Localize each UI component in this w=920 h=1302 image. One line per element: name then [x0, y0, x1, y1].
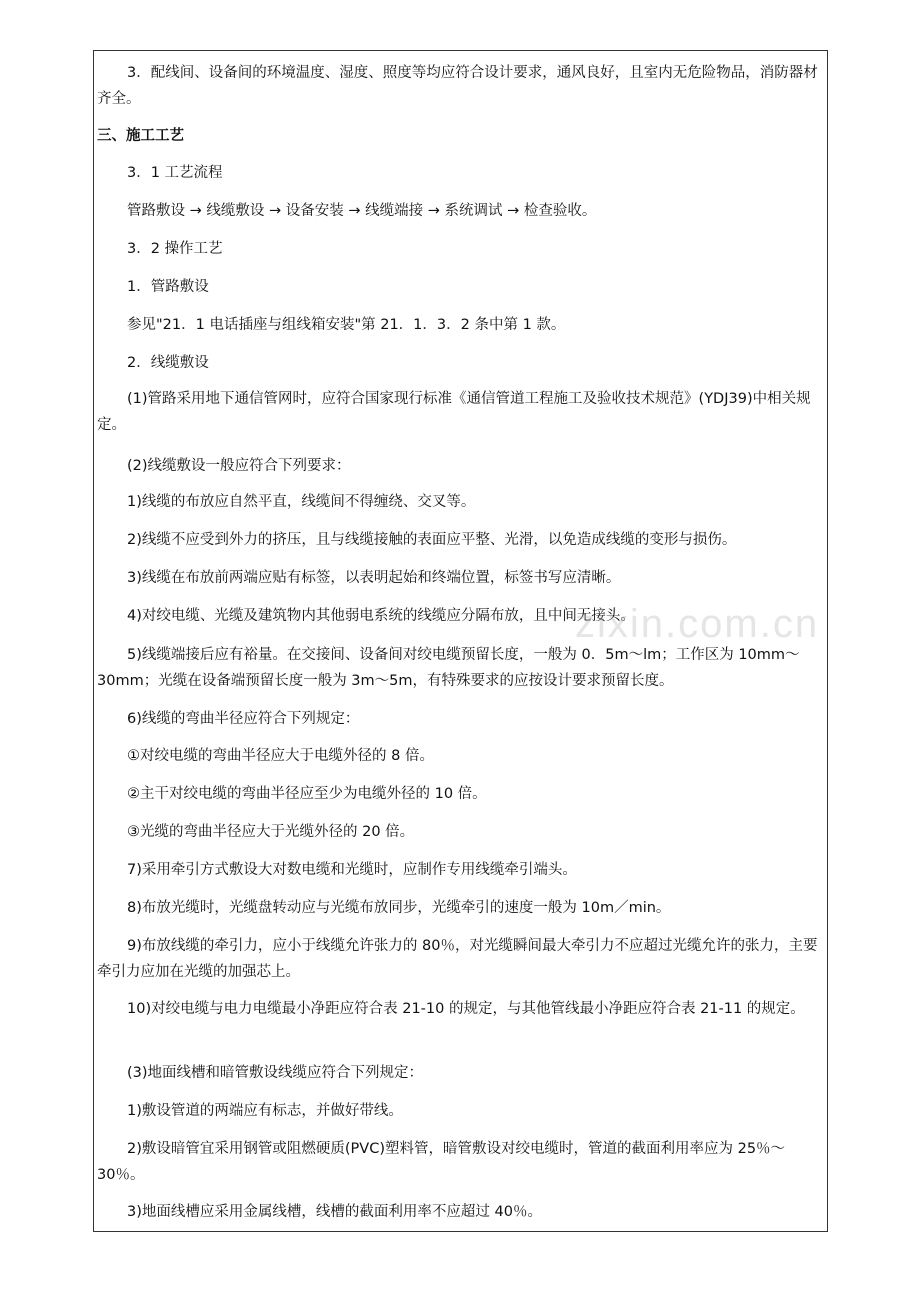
- paragraph-env-requirements: 3．配线间、设备间的环境温度、湿度、照度等均应符合设计要求，通风良好，且室内无危险物品，消防器材齐全。: [97, 65, 818, 107]
- paragraph-reference: 参见"21．1 电话插座与组线箱安装"第 21．1．3．2 条中第 1 款。: [127, 317, 566, 333]
- requirement-2: 2)线缆不应受到外力的挤压，且与线缆接触的表面应平整、光滑，以免造成线缆的变形与损伤。: [127, 532, 737, 548]
- watermark: zixin.com.cn: [575, 602, 820, 646]
- bend-radius-rule-3: ③光缆的弯曲半径应大于光缆外径的 20 倍。: [127, 824, 415, 840]
- requirement-10: 10)对绞电缆与电力电缆最小净距应符合表 21-10 的规定，与其他管线最小净距应符合表 21-11 的规定。: [127, 1001, 805, 1017]
- trunking-rule-1: 1)敷设管道的两端应有标志，并做好带线。: [127, 1103, 403, 1119]
- item-cable-laying: 2．线缆敷设: [127, 355, 209, 371]
- paragraph-general-requirements: (2)线缆敷设一般应符合下列要求：: [127, 458, 351, 474]
- requirement-6: 6)线缆的弯曲半径应符合下列规定：: [127, 711, 360, 727]
- item-pipe-laying: 1．管路敷设: [127, 279, 209, 295]
- bend-radius-rule-2: ②主干对绞电缆的弯曲半径应至少为电缆外径的 10 倍。: [127, 786, 487, 802]
- requirement-9: 9)布放线缆的牵引力，应小于线缆允许张力的 80％，对光缆瞬间最大牵引力不应超过光缆允许的张力，主要牵引力应加在光缆的加强芯上。: [97, 938, 818, 980]
- section-heading-construction-process: 三、施工工艺: [97, 128, 184, 144]
- requirement-1: 1)线缆的布放应自然平直，线缆间不得缠绕、交叉等。: [127, 494, 476, 510]
- subheading-operation-process: 3．2 操作工艺: [127, 241, 223, 257]
- trunking-rule-3: 3)地面线槽应采用金属线槽，线槽的截面利用率不应超过 40％。: [127, 1204, 542, 1220]
- subheading-process-flow: 3．1 工艺流程: [127, 165, 223, 181]
- requirement-4: 4)对绞电缆、光缆及建筑物内其他弱电系统的线缆应分隔布放，且中间无接头。: [127, 608, 635, 624]
- process-flow-steps: 管路敷设 → 线缆敷设 → 设备安装 → 线缆端接 → 系统调试 → 检查验收。: [127, 203, 597, 219]
- paragraph-underground-network: (1)管路采用地下通信管网时，应符合国家现行标准《通信管道工程施工及验收技术规范》(YDJ39)中相关规定。: [97, 391, 811, 433]
- bend-radius-rule-1: ①对绞电缆的弯曲半径应大于电缆外径的 8 倍。: [127, 748, 434, 764]
- trunking-rule-2: 2)敷设暗管宜采用钢管或阻燃硬质(PVC)塑料管，暗管敷设对绞电缆时，管道的截面利用率应为 25％～30％。: [97, 1141, 786, 1183]
- requirement-7: 7)采用牵引方式敷设大对数电缆和光缆时，应制作专用线缆牵引端头。: [127, 862, 577, 878]
- paragraph-floor-trunking: (3)地面线槽和暗管敷设线缆应符合下列规定：: [127, 1065, 424, 1081]
- requirement-3: 3)线缆在布放前两端应贴有标签，以表明起始和终端位置，标签书写应清晰。: [127, 570, 621, 586]
- requirement-8: 8)布放光缆时，光缆盘转动应与光缆布放同步，光缆牵引的速度一般为 10m／min。: [127, 900, 671, 916]
- requirement-5: 5)线缆端接后应有裕量。在交接间、设备间对绞电缆预留长度，一般为 0．5m～lm；工作区为 10mm～30mm；光缆在设备端预留长度一般为 3m～5m，有特殊要求的应按设计要求预留长度。: [97, 647, 800, 689]
